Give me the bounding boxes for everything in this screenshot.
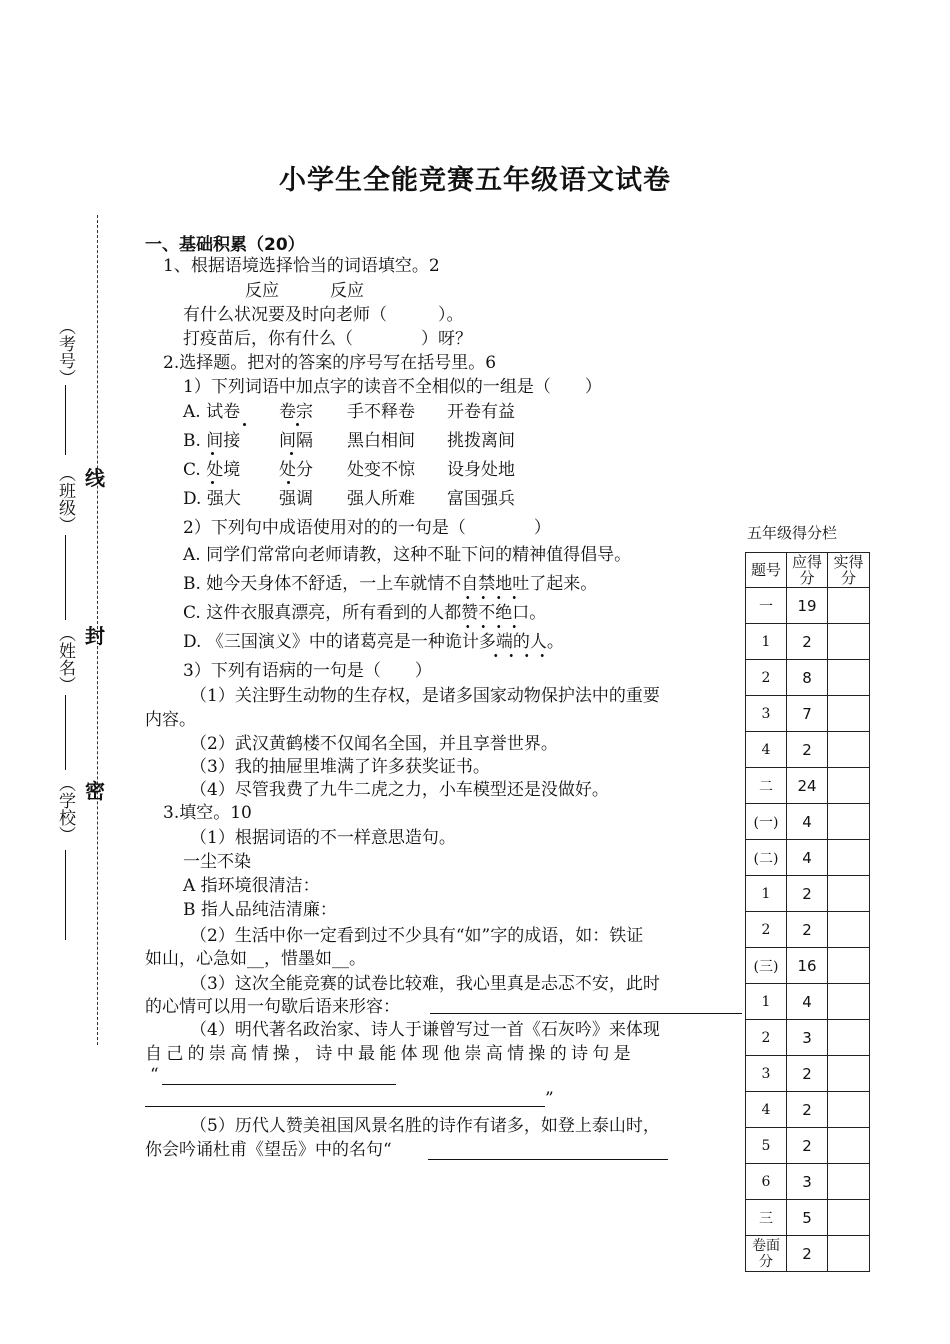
emphasis-dot	[287, 481, 290, 484]
q1-option-2: 反应	[330, 281, 364, 301]
score-header-cell: 实得分	[828, 553, 870, 588]
q3-p5b: 你会吟诵杜甫《望岳》中的名句“	[145, 1140, 392, 1160]
score-earned-cell[interactable]	[828, 588, 870, 624]
score-row	[746, 1020, 870, 1056]
score-earned-cell[interactable]	[828, 660, 870, 696]
score-points-cell: 5	[787, 1200, 828, 1236]
score-item-cell: 1	[746, 984, 787, 1020]
emphasis-dot	[211, 481, 214, 484]
side-rule	[65, 850, 66, 940]
q3-a: A 指环境很清洁：	[183, 876, 320, 896]
score-row	[746, 1200, 870, 1236]
q2-sub3-1a: （1）关注野生动物的生存权，是诸多国家动物保护法中的重要	[190, 686, 660, 706]
score-points-cell: 2	[787, 1128, 828, 1164]
score-earned-cell[interactable]	[828, 804, 870, 840]
q1-sentence-1: 有什么状况要及时向老师（ ）。	[183, 305, 464, 325]
score-points-cell: 2	[787, 912, 828, 948]
score-item-cell: 5	[746, 1128, 787, 1164]
section-heading: 一、基础积累（20）	[145, 235, 305, 255]
q3-p4a: （4）明代著名政治家、诗人于谦曾写过一首《石灰吟》来体现	[190, 1020, 660, 1040]
score-table	[745, 552, 870, 1272]
q3-p4b: 自己的崇高情操，诗中最能体现他崇高情操的诗句是	[145, 1044, 635, 1064]
q2-sub2-d: D. 《三国演义》中的诸葛亮是一种诡计多端的人。	[183, 632, 564, 652]
q2-sub2-b: B. 她今天身体不舒适，一上车就情不自禁地吐了起来。	[183, 574, 598, 594]
score-item-cell: 1	[746, 624, 787, 660]
side-rule	[65, 695, 66, 770]
q3-p3a: （3）这次全能竞赛的试卷比较难，我心里真是忐忑不安，此时	[190, 974, 660, 994]
score-points-cell: 3	[787, 1020, 828, 1056]
score-row	[746, 660, 870, 696]
q3-p4c: “	[150, 1065, 159, 1085]
score-item-cell: 一	[746, 588, 787, 624]
score-earned-cell[interactable]	[828, 624, 870, 660]
q3-p1: （1）根据词语的不一样意思造句。	[190, 828, 456, 848]
score-item-cell: 卷面分	[746, 1236, 787, 1272]
score-points-cell: 2	[787, 876, 828, 912]
q3-p2a: （2）生活中你一定看到过不少具有“如”字的成语，如：铁证	[190, 926, 644, 946]
side-label-banji: （班级）	[55, 465, 75, 533]
score-points-cell: 2	[787, 624, 828, 660]
score-earned-cell[interactable]	[828, 1236, 870, 1272]
emphasis-dot	[296, 423, 299, 426]
score-row	[746, 624, 870, 660]
side-rule	[65, 385, 66, 455]
score-item-cell: 6	[746, 1164, 787, 1200]
score-points-cell: 16	[787, 948, 828, 984]
q2-sub3-4: （4）尽管我费了九牛二虎之力，小车模型还是没做好。	[190, 780, 609, 800]
score-item-cell: (一)	[746, 804, 787, 840]
score-earned-cell[interactable]	[828, 876, 870, 912]
score-item-cell: 2	[746, 660, 787, 696]
answer-line[interactable]	[430, 1013, 742, 1014]
score-item-cell: 3	[746, 1056, 787, 1092]
score-item-cell: 2	[746, 912, 787, 948]
q3-word: 一尘不染	[183, 852, 251, 872]
score-row	[746, 1236, 870, 1272]
score-points-cell: 3	[787, 1164, 828, 1200]
q2-sub1-row-b: B. 间接 间隔 黑白相间 挑拨离间	[183, 431, 515, 451]
score-earned-cell[interactable]	[828, 1020, 870, 1056]
score-earned-cell[interactable]	[828, 1164, 870, 1200]
score-points-cell: 24	[787, 768, 828, 804]
emphasis-dot	[290, 452, 293, 455]
score-row	[746, 588, 870, 624]
score-item-cell: 二	[746, 768, 787, 804]
score-row	[746, 1092, 870, 1128]
seal-char-mi: 密	[85, 779, 105, 803]
score-earned-cell[interactable]	[828, 984, 870, 1020]
score-item-cell: 2	[746, 1020, 787, 1056]
emphasis-dots	[460, 625, 522, 628]
score-earned-cell[interactable]	[828, 1128, 870, 1164]
score-table-title: 五年级得分栏	[747, 524, 838, 542]
score-earned-cell[interactable]	[828, 912, 870, 948]
score-points-cell: 4	[787, 984, 828, 1020]
score-earned-cell[interactable]	[828, 732, 870, 768]
seal-char-feng: 封	[85, 624, 105, 648]
score-points-cell: 2	[787, 732, 828, 768]
q1-option-1: 反应	[245, 281, 279, 301]
score-points-cell: 4	[787, 804, 828, 840]
q3-p4d: ”	[545, 1089, 554, 1109]
score-row	[746, 1128, 870, 1164]
score-header-cell: 应得分	[787, 553, 828, 588]
q2-sub1-row-d: D. 强大 强调 强人所难 富国强兵	[183, 489, 515, 509]
q3-stem: 3.填空。10	[163, 803, 252, 823]
side-label-xingming: （姓名）	[55, 625, 75, 693]
score-item-cell: 1	[746, 876, 787, 912]
score-row	[746, 876, 870, 912]
score-earned-cell[interactable]	[828, 1092, 870, 1128]
score-row	[746, 768, 870, 804]
score-row	[746, 912, 870, 948]
score-row	[746, 804, 870, 840]
q1-stem: 1、根据语境选择恰当的词语填空。2	[163, 256, 440, 276]
emphasis-dot	[243, 423, 246, 426]
score-earned-cell[interactable]	[828, 768, 870, 804]
side-rule	[65, 535, 66, 620]
q2-sub3-2: （2）武汉黄鹤楼不仅闻名全国，并且享誉世界。	[190, 734, 558, 754]
emphasis-dots	[460, 596, 522, 599]
q3-b: B 指人品纯洁清廉：	[183, 900, 337, 920]
score-points-cell: 7	[787, 696, 828, 732]
score-earned-cell[interactable]	[828, 840, 870, 876]
score-points-cell: 2	[787, 1092, 828, 1128]
score-points-cell: 2	[787, 1056, 828, 1092]
q2-sub2-c: C. 这件衣服真漂亮，所有看到的人都赞不绝口。	[183, 603, 547, 623]
answer-line[interactable]	[428, 1159, 668, 1160]
seal-char-xian: 线	[85, 466, 105, 490]
score-points-cell: 2	[787, 1236, 828, 1272]
q2-sub1-row-a: A. 试卷 卷宗 手不释卷 开卷有益	[183, 402, 515, 422]
score-earned-cell[interactable]	[828, 1200, 870, 1236]
q2-sub2: 2）下列句中成语使用对的的一句是（ ）	[183, 518, 551, 538]
q2-sub3: 3）下列有语病的一句是（ ）	[183, 661, 432, 681]
side-label-kaohao: （考号）	[55, 318, 75, 386]
score-row	[746, 984, 870, 1020]
score-item-cell: 3	[746, 696, 787, 732]
q1-sentence-2: 打疫苗后，你有什么（ ）呀？	[183, 329, 472, 349]
score-row	[746, 1164, 870, 1200]
q2-stem: 2.选择题。把对的答案的序号写在括号里。6	[163, 353, 497, 373]
q2-sub3-1b: 内容。	[145, 710, 196, 730]
answer-line[interactable]	[145, 1106, 545, 1107]
score-earned-cell[interactable]	[828, 948, 870, 984]
score-item-cell: 三	[746, 1200, 787, 1236]
score-points-cell: 8	[787, 660, 828, 696]
score-header-row	[746, 553, 870, 588]
score-row	[746, 1056, 870, 1092]
page-title: 小学生全能竞赛五年级语文试卷	[279, 165, 671, 196]
q3-p3b: 的心情可以用一句歇后语来形容：	[145, 997, 400, 1017]
score-row	[746, 840, 870, 876]
score-row	[746, 696, 870, 732]
q2-sub2-a: A. 同学们常常向老师请教，这种不耻下问的精神值得倡导。	[183, 545, 632, 565]
q2-sub1: 1）下列词语中加点字的读音不全相似的一组是（ ）	[183, 377, 602, 397]
q3-p5a: （5）历代人赞美祖国风景名胜的诗作有诸多，如登上泰山时，	[190, 1116, 660, 1136]
score-item-cell: (三)	[746, 948, 787, 984]
score-item-cell: 4	[746, 732, 787, 768]
side-label-xuexiao: （学校）	[55, 775, 75, 843]
q2-sub1-row-c: C. 处境 处分 处变不惊 设身处地	[183, 460, 515, 480]
score-earned-cell[interactable]	[828, 696, 870, 732]
q2-sub3-3: （3）我的抽屉里堆满了许多获奖证书。	[190, 757, 490, 777]
score-item-cell: 4	[746, 1092, 787, 1128]
score-header-cell: 题号	[746, 553, 787, 588]
score-points-cell: 4	[787, 840, 828, 876]
score-item-cell: (二)	[746, 840, 787, 876]
score-earned-cell[interactable]	[828, 1056, 870, 1092]
score-points-cell: 19	[787, 588, 828, 624]
emphasis-dot	[211, 452, 214, 455]
answer-line[interactable]	[162, 1084, 396, 1085]
score-row	[746, 948, 870, 984]
q3-p2b: 如山，心急如__，惜墨如__。	[145, 949, 366, 969]
score-row	[746, 732, 870, 768]
emphasis-dots	[488, 654, 550, 657]
